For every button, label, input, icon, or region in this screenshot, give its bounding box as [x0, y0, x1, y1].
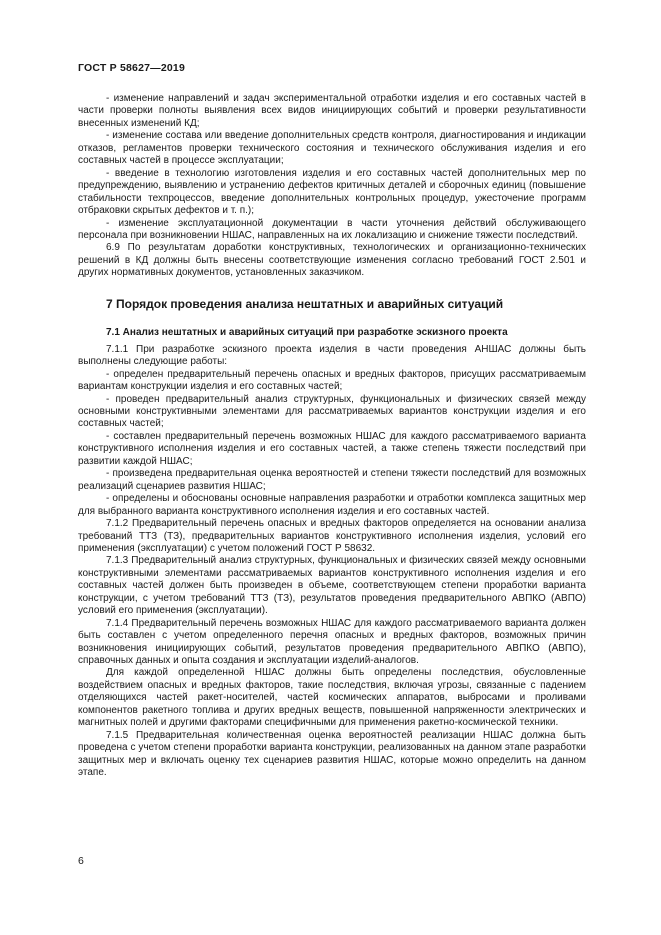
- paragraph: - определен предварительный перечень опасных и вредных факторов, присущих рассматриваемым вариантам конструкции изделия и его составных частей;: [78, 368, 586, 393]
- paragraph: - определены и обоснованы основные направления разработки и отработки комплекса защитных мер для выбранного варианта конструктивного исполнения изделия и его составных частей.: [78, 493, 586, 517]
- paragraph: Для каждой определенной НШАС должны быть определены последствия, обусловленные воздействием опасных и вредных факторов, такие последствия, включая угрозы, связанные с падением отделяющихся частей ракет-носителей, частей космических аппаратов, выбросами и проливами компонентов ракетного топлива и других вредных веществ, повышенной напряженности электрических и магнитных полей и другими факторами специфичными для применения ракетно-космической техники.: [78, 667, 586, 729]
- paragraphs-bottom: [78, 344, 586, 780]
- paragraph: - составлен предварительный перечень возможных НШАС для каждого рассматриваемого варианта конструктивного исполнения изделия и его составных частей, а также степень тяжести последствий при развитии каждой НШАС;: [78, 430, 586, 467]
- paragraph: 7.1.1 При разработке эскизного проекта изделия в части проведения АНШАС должны быть выполнены следующие работы:: [78, 343, 586, 368]
- paragraph: - изменение эксплуатационной документации в части уточнения действий обслуживающего персонала при возникновении НШАС, направленных на их локализацию и снижение тяжести последствий.: [78, 217, 586, 241]
- paragraph: 7.1.5 Предварительная количественная оценка вероятностей реализации НШАС должна быть проведена с учетом степени проработки варианта конструкции, реализованных на данном этапе разработки защитных мер и включать оценку тех сценариев развития НШАС, которые можно определить на данном этапе.: [78, 729, 586, 779]
- paragraph: 6.9 По результатам доработки конструктивных, технологических и организационно-технических решений в КД должны быть внесены соответствующие изменения согласно требований ГОСТ 2.501 и других нормативных документов, установленных заказчиком.: [78, 242, 586, 279]
- paragraph: - введение в технологию изготовления изделия и его составных частей дополнительных мер по предупреждению, выявлению и устранению дефектов критичных деталей и сборочных единиц (повышение стабильности техпроцессов, введение дополнительных контрольных процедур, ужесточение программ отбраковки скрытых дефектов и т. п.);: [78, 167, 586, 217]
- paragraph: 7.1.2 Предварительный перечень опасных и вредных факторов определяется на основании анализа требований ТТЗ (ТЗ), предварительных вариантов конструктивного исполнения изделия, условий его применения (эксплуатации) с учетом положений ГОСТ Р 58632.: [78, 518, 586, 554]
- subsection-title: 7.1 Анализ нештатных и аварийных ситуаций при разработке эскизного проекта: [106, 327, 508, 339]
- paragraph: - изменение состава или введение дополнительных средств контроля, диагностирования и индикации отказов, регламентов проверки технического состояния и технического обслуживания изделия и его составных частей в процессе эксплуатации;: [78, 130, 586, 167]
- paragraph: 7.1.4 Предварительный перечень возможных НШАС для каждого рассматриваемого варианта должен быть составлен с учетом определенного перечня опасных и вредных факторов, возможных причин возникновения инициирующих событий, результатов проведения предварительного АВПКО (АВПО), справочных данных и опыта создания и эксплуатации изделий-аналогов.: [78, 617, 586, 667]
- paragraph: - изменение направлений и задач экспериментальной отработки изделия и его составных частей в части проверки полноты выявления всех видов инициирующих событий и проверки результативности внесенных изменений КД;: [78, 93, 586, 129]
- page-body: [78, 93, 586, 780]
- page-number: 6: [78, 855, 84, 867]
- paragraphs-top: [78, 93, 586, 280]
- paragraph: - проведен предварительный анализ структурных, функциональных и физических связей между основными конструктивными элементами для рассматриваемых вариантов конструкции изделия и его составных частей;: [78, 393, 586, 430]
- section-title: 7 Порядок проведения анализа нештатных и аварийных ситуаций: [106, 296, 504, 311]
- document-header: ГОСТ Р 58627—2019: [78, 62, 186, 74]
- paragraph: - произведена предварительная оценка вероятностей и степени тяжести последствий для возможных реализаций сценариев развития НШАС;: [78, 468, 586, 492]
- paragraph: 7.1.3 Предварительный анализ структурных, функциональных и физических связей между основными конструктивными элементами рассматриваемых вариантов конструктивного исполнения изделия и его составных частей должен быть произведен в объеме, соответствующем степени проработки варианта конструкции, с учетом требований ТТЗ (ТЗ), результатов проведения предварительного АВПКО (АВПО) условий его применения (эксплуатации).: [78, 555, 586, 617]
